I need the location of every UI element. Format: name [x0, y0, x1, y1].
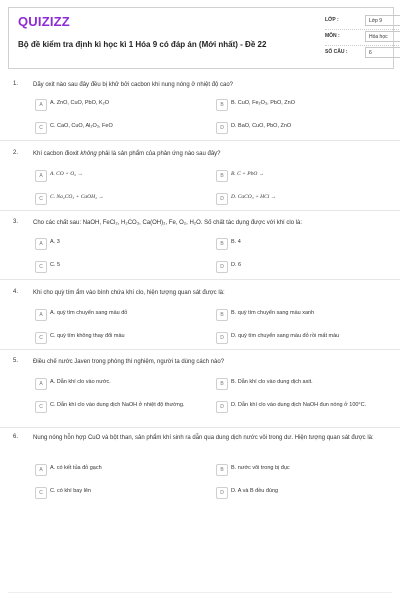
option-letter: B	[216, 99, 228, 111]
question-text: Nung nóng hỗn hợp CuO và bột than, sản phẩm khí sinh ra dẫn qua dung dịch nước vôi trong dư. Hiện tượng quan sát được là:	[33, 435, 374, 441]
question-divider	[0, 427, 400, 428]
question-number: 6.	[13, 434, 19, 440]
option-text: B. CuO, Fe₂O₃, PbO, ZnO	[231, 100, 295, 106]
so-cau-label: SỐ CÂU :	[325, 49, 348, 55]
option-letter: C	[35, 487, 47, 499]
worksheet-header	[8, 7, 394, 69]
option-text: C. Dẫn khí clo vào dung dịch NaOH ở nhiệt độ thường.	[50, 402, 185, 408]
meta-separator	[325, 29, 400, 30]
option-letter: D	[216, 261, 228, 273]
option-text: A. có kết tủa đỏ gạch	[50, 465, 102, 471]
question-number: 3.	[13, 219, 19, 225]
question-text: Khi cho quỳ tím ẩm vào bình chứa khí clo, hiện tượng quan sát được là:	[33, 290, 225, 296]
option-text: A. 3	[50, 239, 60, 245]
option-letter: C	[35, 401, 47, 413]
page-bottom-rule	[8, 592, 392, 593]
option-text: D. Dẫn khí clo vào dung dịch NaOH đun nóng ở 100°C.	[231, 402, 367, 408]
meta-lop	[325, 17, 385, 29]
question-divider	[0, 210, 400, 211]
option-letter: A	[35, 464, 47, 476]
question-divider	[0, 349, 400, 350]
quizizz-logo: QUIZIZZ	[18, 14, 70, 29]
option-text: C. có khí bay lên	[50, 488, 91, 494]
option-letter: C	[35, 332, 47, 344]
option-text: B. C + PbO →	[231, 171, 265, 177]
option-text: D. 6	[231, 262, 242, 268]
question-number: 1.	[13, 81, 19, 87]
option-letter: D	[216, 122, 228, 134]
meta-so-cau	[325, 49, 385, 61]
option-text: C. quỳ tím không thay đổi màu	[50, 333, 125, 339]
option-text: C. 5	[50, 262, 61, 268]
option-letter: D	[216, 193, 228, 205]
option-text: C. Na₂CO₃ + CaOH₂ →	[50, 194, 104, 200]
question-divider	[0, 140, 400, 141]
option-text: C. CaO, CuO, Al₂O₃, FeO	[50, 123, 113, 129]
mon-value: Hóa học	[365, 31, 400, 42]
option-letter: A	[35, 99, 47, 111]
question-text-before: Khí cacbon đioxit	[33, 151, 81, 157]
question-number: 5.	[13, 358, 19, 364]
option-letter: B	[216, 309, 228, 321]
option-text: B. 4	[231, 239, 241, 245]
option-text: D. BaO, CuO, PbO, ZnO	[231, 123, 292, 129]
meta-mon	[325, 33, 388, 45]
option-letter: D	[216, 332, 228, 344]
worksheet-title: Bộ đề kiểm tra định kì học kì 1 Hóa 9 có đáp án (Mới nhất) - Đề 22	[18, 40, 267, 49]
option-letter: A	[35, 238, 47, 250]
option-text: B. Dẫn khí clo vào dung dịch axit.	[231, 379, 313, 385]
lop-value: Lớp 9	[365, 15, 400, 26]
option-text: B. quỳ tím chuyển sang màu xanh	[231, 310, 315, 316]
question-divider	[0, 279, 400, 280]
option-letter: B	[216, 464, 228, 476]
option-letter: D	[216, 487, 228, 499]
question-text: Điều chế nước Javen trong phòng thí nghiệm, người ta dùng cách nào?	[33, 359, 225, 365]
question-text-after: phải là sản phẩm của phản ứng nào sau đây?	[96, 151, 221, 157]
so-cau-value: 6	[365, 47, 400, 58]
option-text: A. CO + O₂ →	[50, 171, 83, 177]
mon-label: MÔN :	[325, 33, 340, 39]
option-text: D. CaCO₃ + HCl →	[231, 194, 277, 200]
option-letter: A	[35, 170, 47, 182]
question-text: Dãy oxit nào sau đây đều bị khử bởi cacbon khi nung nóng ở nhiệt độ cao?	[33, 82, 234, 88]
question-text	[33, 150, 388, 159]
option-letter: A	[35, 378, 47, 390]
option-text: A. Dẫn khí clo vào nước.	[50, 379, 111, 385]
option-letter: A	[35, 309, 47, 321]
option-text: A. quỳ tím chuyển sang màu đỏ	[50, 310, 128, 316]
question-number: 4.	[13, 289, 19, 295]
option-letter: B	[216, 378, 228, 390]
lop-label: LỚP :	[325, 17, 339, 23]
question-text: Cho các chất sau: NaOH, FeCl₂, H₂CO₃, Ca(OH)₂, Fe, O₂, H₂O. Số chất tác dụng được với khí clo là:	[33, 220, 303, 226]
option-text: D. quỳ tím chuyển sang màu đỏ rồi mất màu	[231, 333, 340, 339]
option-letter: D	[216, 401, 228, 413]
option-letter: B	[216, 238, 228, 250]
meta-separator	[325, 45, 400, 46]
question-text-emphasis: không	[80, 151, 97, 157]
option-text: D. A và B đều đúng	[231, 488, 279, 494]
option-letter: C	[35, 122, 47, 134]
option-text: A. ZnO, CuO, PbO, K₂O	[50, 100, 109, 106]
question-number: 2.	[13, 150, 19, 156]
option-text: B. nước vôi trong bị đục	[231, 465, 290, 471]
option-letter: B	[216, 170, 228, 182]
option-letter: C	[35, 261, 47, 273]
option-letter: C	[35, 193, 47, 205]
